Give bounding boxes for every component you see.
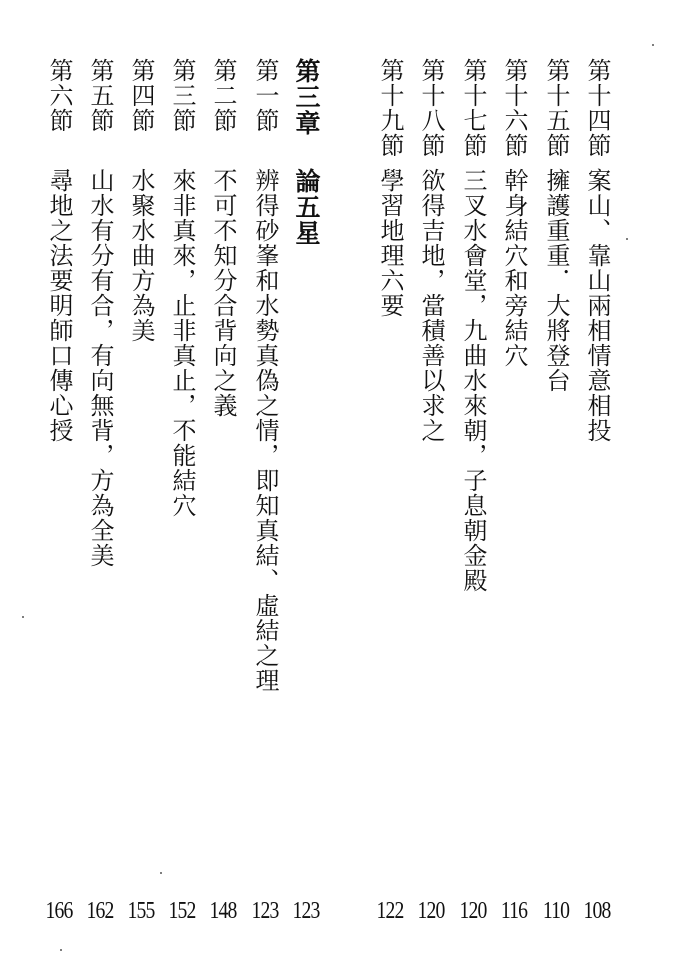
page-number: 122: [376, 898, 404, 924]
toc-entry: [414, 58, 448, 443]
section-label: 第三節: [168, 58, 196, 133]
section-label: 第四節: [127, 58, 155, 133]
page-number: 120: [417, 898, 445, 924]
section-title: 水聚水曲方為美: [127, 168, 155, 343]
chapter-heading: [289, 58, 323, 246]
scan-speck: [22, 616, 24, 618]
section-title: 案山、靠山兩相情意相投: [583, 168, 611, 443]
section-title: 辨得砂峯和水勢真偽之情，即知真結、虛結之理: [251, 168, 279, 693]
toc-entry: [83, 58, 117, 568]
section-title: 尋地之法要明師口傳心授: [45, 168, 73, 443]
section-label: 第十七節: [459, 58, 487, 158]
page-number: 108: [583, 898, 611, 924]
section-title: 山水有分有合，有向無背，方為全美: [86, 168, 114, 568]
section-title: 幹身結穴和旁結穴: [500, 168, 528, 368]
section-title: 擁護重重．大將登台: [542, 168, 570, 393]
page-number: 123: [292, 898, 320, 924]
toc-entry: [580, 58, 614, 443]
section-label: 第十四節: [583, 58, 611, 158]
section-label: 第二節: [209, 58, 237, 133]
section-label: 第十五節: [542, 58, 570, 158]
scan-speck: [626, 238, 628, 240]
section-title: 學習地理六要: [376, 168, 404, 318]
page-number: 166: [45, 898, 73, 924]
toc-entry: [539, 58, 573, 393]
toc-entry: [206, 58, 240, 418]
toc-entry: [248, 58, 282, 693]
page-number: 155: [127, 898, 155, 924]
page-number: 110: [542, 898, 570, 924]
page-number: 120: [459, 898, 487, 924]
page-number: 116: [500, 898, 528, 924]
section-title: 不可不知分合背向之義: [209, 168, 237, 418]
section-label: 第十六節: [500, 58, 528, 158]
page-number: 123: [251, 898, 279, 924]
section-label: 第十八節: [417, 58, 445, 158]
scan-speck: [160, 872, 162, 874]
section-label: 第五節: [86, 58, 114, 133]
section-label: 第一節: [251, 58, 279, 133]
scan-speck: [652, 44, 654, 46]
page-number: 148: [209, 898, 237, 924]
toc-entry: [497, 58, 531, 368]
chapter-label: 第三章: [292, 58, 321, 136]
page-number: 162: [86, 898, 114, 924]
scan-speck: [60, 949, 62, 951]
toc-entry: [456, 58, 490, 593]
section-title: 三叉水會堂，九曲水來朝，子息朝金殿: [459, 168, 487, 593]
toc-entry: [42, 58, 76, 443]
toc-entry: [124, 58, 158, 343]
section-label: 第六節: [45, 58, 73, 133]
chapter-title: 論五星: [292, 168, 321, 246]
section-title: 來非真來，止非真止，不能結穴: [168, 168, 196, 518]
toc-entry: [373, 58, 407, 318]
page-number: 152: [168, 898, 196, 924]
section-title: 欲得吉地，當積善以求之: [417, 168, 445, 443]
toc-entry: [165, 58, 199, 518]
section-label: 第十九節: [376, 58, 404, 158]
